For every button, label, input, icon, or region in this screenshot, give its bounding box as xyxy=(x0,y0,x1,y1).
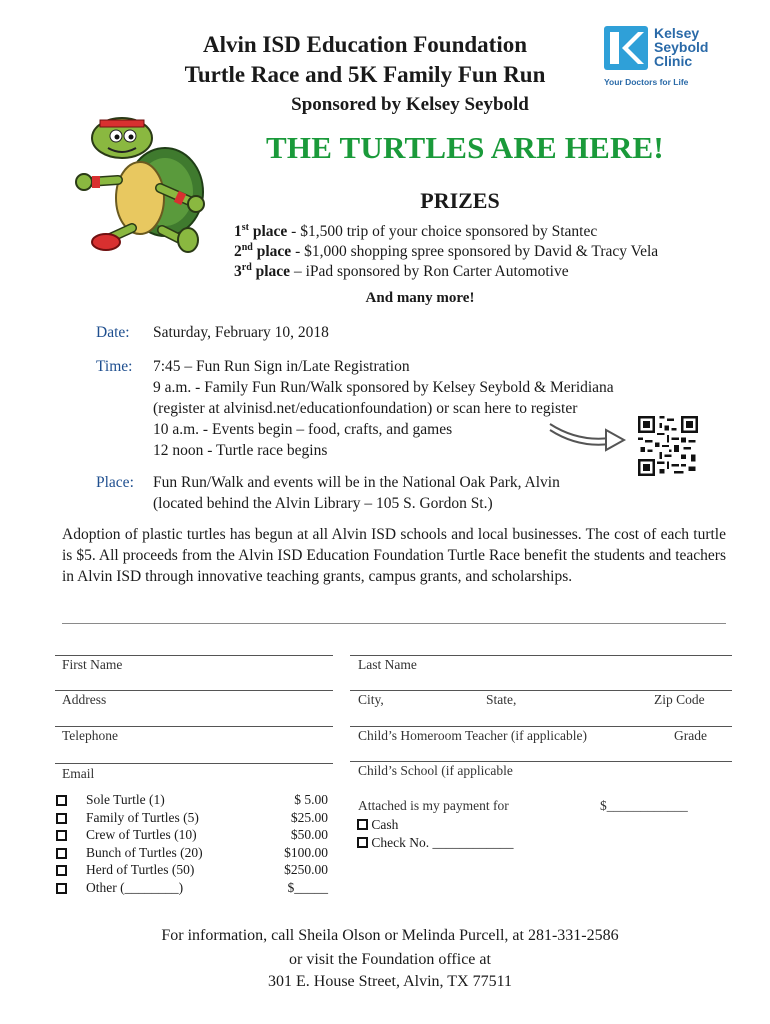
place-line: (located behind the Alvin Library – 105 S. Gordon St.) xyxy=(153,495,493,512)
headline: THE TURTLES ARE HERE! xyxy=(266,130,664,165)
logo-tagline: Your Doctors for Life xyxy=(604,77,689,87)
first-name-field[interactable]: First Name xyxy=(62,657,123,672)
option-herd-of-turtles[interactable]: Herd of Turtles (50) $250.00 xyxy=(56,861,346,879)
checkbox[interactable] xyxy=(56,865,67,876)
footer-visit: or visit the Foundation office at xyxy=(289,951,491,968)
option-crew-of-turtles[interactable]: Crew of Turtles (10) $50.00 xyxy=(56,826,346,844)
adoption-paragraph: Adoption of plastic turtles has begun at all Alvin ISD schools and local businesses. The cost of each turtle is $5. All proceeds from the Alvin ISD Education Foundation Turtle Race benefit the students and teachers in Alvin ISD through innovative teaching grants, campus grants, and scholarships. xyxy=(62,526,726,585)
footer-contact: For information, call Sheila Olson or Melinda Purcell, at 281-331-2586 xyxy=(161,927,619,944)
option-family-of-turtles[interactable]: Family of Turtles (5) $25.00 xyxy=(56,809,346,827)
payment-label: Attached is my payment for xyxy=(358,798,509,813)
zip-code-field[interactable]: Zip Code xyxy=(654,692,705,707)
city-line xyxy=(350,690,732,691)
payment-cash-option[interactable]: Cash xyxy=(357,816,398,834)
checkbox[interactable] xyxy=(56,848,67,859)
checkbox[interactable] xyxy=(357,837,368,848)
payment-amount-field[interactable]: $____________ xyxy=(600,798,688,813)
prize-third: 3rd place – iPad sponsored by Ron Carter Automotive xyxy=(234,262,569,281)
flyer-title-line2: Turtle Race and 5K Family Fun Run xyxy=(184,62,546,87)
prize-second: 2nd place - $1,000 shopping spree sponsored by David & Tracy Vela xyxy=(234,242,659,261)
time-line: (register at alvinisd.net/educationfoundation) or scan here to register xyxy=(153,400,578,417)
checkbox[interactable] xyxy=(357,819,368,830)
date-label: Date: xyxy=(96,324,130,341)
state-field[interactable]: State, xyxy=(486,692,517,707)
option-bunch-of-turtles[interactable]: Bunch of Turtles (20) $100.00 xyxy=(56,844,346,862)
prizes-heading: PRIZES xyxy=(420,188,500,213)
email-line xyxy=(55,763,333,764)
first-name-line xyxy=(55,655,333,656)
time-label: Time: xyxy=(96,358,133,375)
time-line: 12 noon - Turtle race begins xyxy=(153,442,328,459)
telephone-field[interactable]: Telephone xyxy=(62,728,119,743)
checkbox[interactable] xyxy=(56,813,67,824)
school-line xyxy=(350,761,732,762)
address-line xyxy=(55,690,333,691)
telephone-line xyxy=(55,726,333,727)
prize-first: 1st place - $1,500 trip of your choice sponsored by Stantec xyxy=(234,222,598,241)
address-field[interactable]: Address xyxy=(62,692,107,707)
email-field[interactable]: Email xyxy=(62,766,95,781)
grade-field[interactable]: Grade xyxy=(674,728,707,743)
time-line: 10 a.m. - Events begin – food, crafts, and games xyxy=(153,421,453,438)
logo-word-kelsey: Kelsey xyxy=(654,25,700,41)
footer-address: 301 E. House Street, Alvin, TX 77511 xyxy=(268,973,512,990)
checkbox[interactable] xyxy=(56,795,67,806)
turtle-options xyxy=(56,791,346,896)
city-field[interactable]: City, xyxy=(358,692,384,707)
flyer-title-line1: Alvin ISD Education Foundation xyxy=(202,32,528,57)
arrow-right-icon xyxy=(548,416,628,452)
teacher-line xyxy=(350,726,732,727)
kelsey-seybold-k-logo-icon xyxy=(604,26,648,70)
time-line: 7:45 – Fun Run Sign in/Late Registration xyxy=(153,358,410,375)
last-name-field[interactable]: Last Name xyxy=(358,657,417,672)
logo-word-seybold: Seybold xyxy=(654,39,709,55)
place-line: Fun Run/Walk and events will be in the National Oak Park, Alvin xyxy=(153,474,560,491)
running-turtle-icon xyxy=(70,110,220,260)
section-divider xyxy=(62,623,726,624)
and-many-more: And many more! xyxy=(365,290,475,306)
kelsey-seybold-logo xyxy=(604,26,714,90)
checkbox[interactable] xyxy=(56,830,67,841)
childs-school-field[interactable]: Child’s School (if applicable xyxy=(358,763,513,778)
qr-code-icon[interactable] xyxy=(638,416,698,476)
homeroom-teacher-field[interactable]: Child’s Homeroom Teacher (if applicable) xyxy=(358,728,587,743)
last-name-line xyxy=(350,655,732,656)
option-other[interactable]: Other (________) $_____ xyxy=(56,879,346,897)
payment-check-option[interactable]: Check No. ____________ xyxy=(357,834,514,852)
place-label: Place: xyxy=(96,474,134,491)
option-sole-turtle[interactable]: Sole Turtle (1) $ 5.00 xyxy=(56,791,346,809)
time-line: 9 a.m. - Family Fun Run/Walk sponsored by Kelsey Seybold & Meridiana xyxy=(153,379,614,396)
sponsor-line: Sponsored by Kelsey Seybold xyxy=(291,94,529,115)
checkbox[interactable] xyxy=(56,883,67,894)
date-value: Saturday, February 10, 2018 xyxy=(153,324,329,341)
logo-word-clinic: Clinic xyxy=(654,53,693,69)
